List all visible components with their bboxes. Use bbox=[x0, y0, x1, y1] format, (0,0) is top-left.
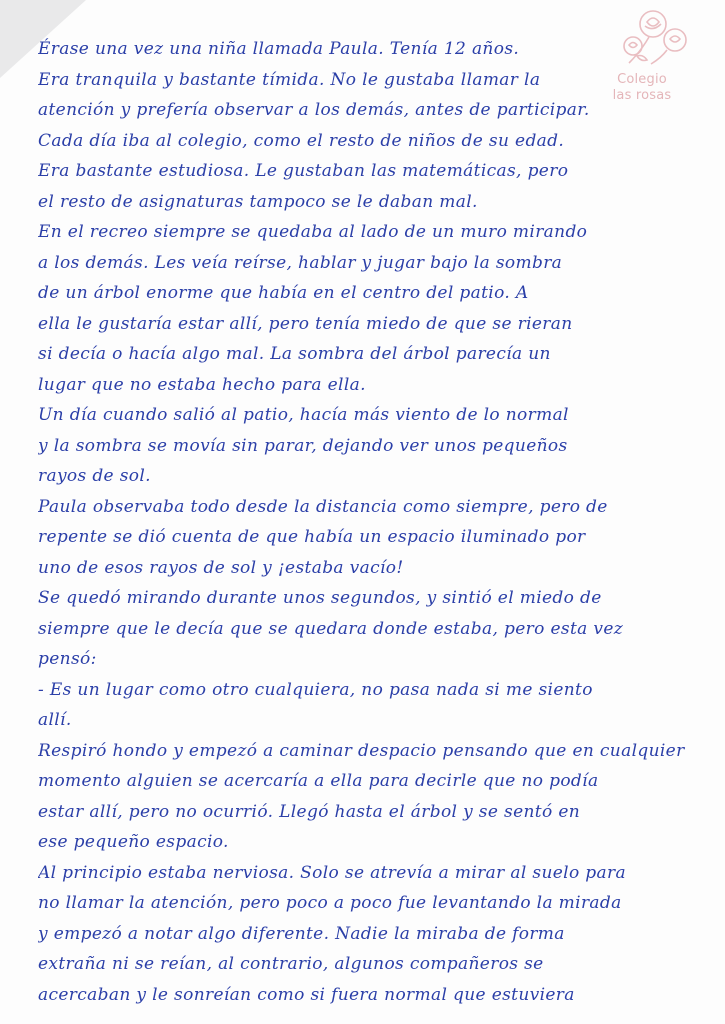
text-line: momento alguien se acercaría a ella para decirle que no podía bbox=[38, 771, 599, 791]
text-line: lugar que no estaba hecho para ella. bbox=[38, 374, 366, 395]
text-line: ella le gustaría estar allí, pero tenía miedo de que se rieran bbox=[38, 313, 573, 334]
watermark-line-2: las rosas bbox=[612, 88, 672, 103]
text-line: rayos de sol. bbox=[38, 466, 151, 486]
text-line: pensó: bbox=[38, 649, 97, 669]
text-line: y la sombra se movía sin parar, dejando ver unos pequeños bbox=[38, 435, 568, 456]
text-line: Al principio estaba nerviosa. Solo se atrevía a mirar al suelo para bbox=[38, 862, 626, 883]
text-line: Érase una vez una niña llamada Paula. Tenía 12 años. bbox=[38, 39, 520, 59]
text-line: Paula observaba todo desde la distancia como siempre, pero de bbox=[38, 496, 608, 517]
text-line: Se quedó mirando durante unos segundos, y sintió el miedo de bbox=[38, 588, 602, 608]
text-line: ese pequeño espacio. bbox=[38, 832, 229, 852]
text-line: repente se dió cuenta de que había un espacio iluminado por bbox=[38, 527, 586, 547]
text-line: y empezó a notar algo diferente. Nadie la miraba de forma bbox=[38, 923, 565, 944]
text-line: a los demás. Les veía reírse, hablar y jugar bajo la sombra bbox=[38, 252, 563, 273]
text-line: En el recreo siempre se quedaba al lado de un muro mirando bbox=[38, 222, 588, 242]
text-line: Cada día iba al colegio, como el resto de niños de su edad. bbox=[38, 130, 565, 151]
text-line: atención y prefería observar a los demás, antes de participar. bbox=[38, 100, 590, 120]
watermark-line-1: Colegio bbox=[617, 72, 667, 87]
text-line: Era bastante estudiosa. Le gustaban las matemáticas, pero bbox=[38, 161, 569, 181]
handwritten-text bbox=[38, 34, 706, 1010]
text-line: de un árbol enorme que había en el centro del patio. A bbox=[38, 283, 529, 303]
text-line: allí. bbox=[38, 710, 72, 730]
text-line: - Es un lugar como otro cualquiera, no pasa nada si me siento bbox=[38, 679, 593, 700]
text-line: si decía o hacía algo mal. La sombra del árbol parecía un bbox=[38, 344, 551, 364]
text-line: el resto de asignaturas tampoco se le daban mal. bbox=[38, 191, 478, 212]
text-line: uno de esos rayos de sol y ¡estaba vacío! bbox=[38, 557, 404, 578]
text-line: estar allí, pero no ocurrió. Llegó hasta el árbol y se sentó en bbox=[38, 801, 581, 822]
text-line: Respiró hondo y empezó a caminar despacio pensando que en cualquier bbox=[38, 740, 685, 761]
text-line: acercaban y le sonreían como si fuera normal que estuviera bbox=[38, 984, 575, 1005]
text-line: siempre que le decía que se quedara donde estaba, pero esta vez bbox=[38, 618, 624, 639]
text-line: no llamar la atención, pero poco a poco fue levantando la mirada bbox=[38, 893, 622, 913]
text-line: Era tranquila y bastante tímida. No le gustaba llamar la bbox=[38, 69, 541, 90]
text-line: extraña ni se reían, al contrario, algunos compañeros se bbox=[38, 954, 544, 974]
text-line: Un día cuando salió al patio, hacía más viento de lo normal bbox=[38, 405, 569, 425]
